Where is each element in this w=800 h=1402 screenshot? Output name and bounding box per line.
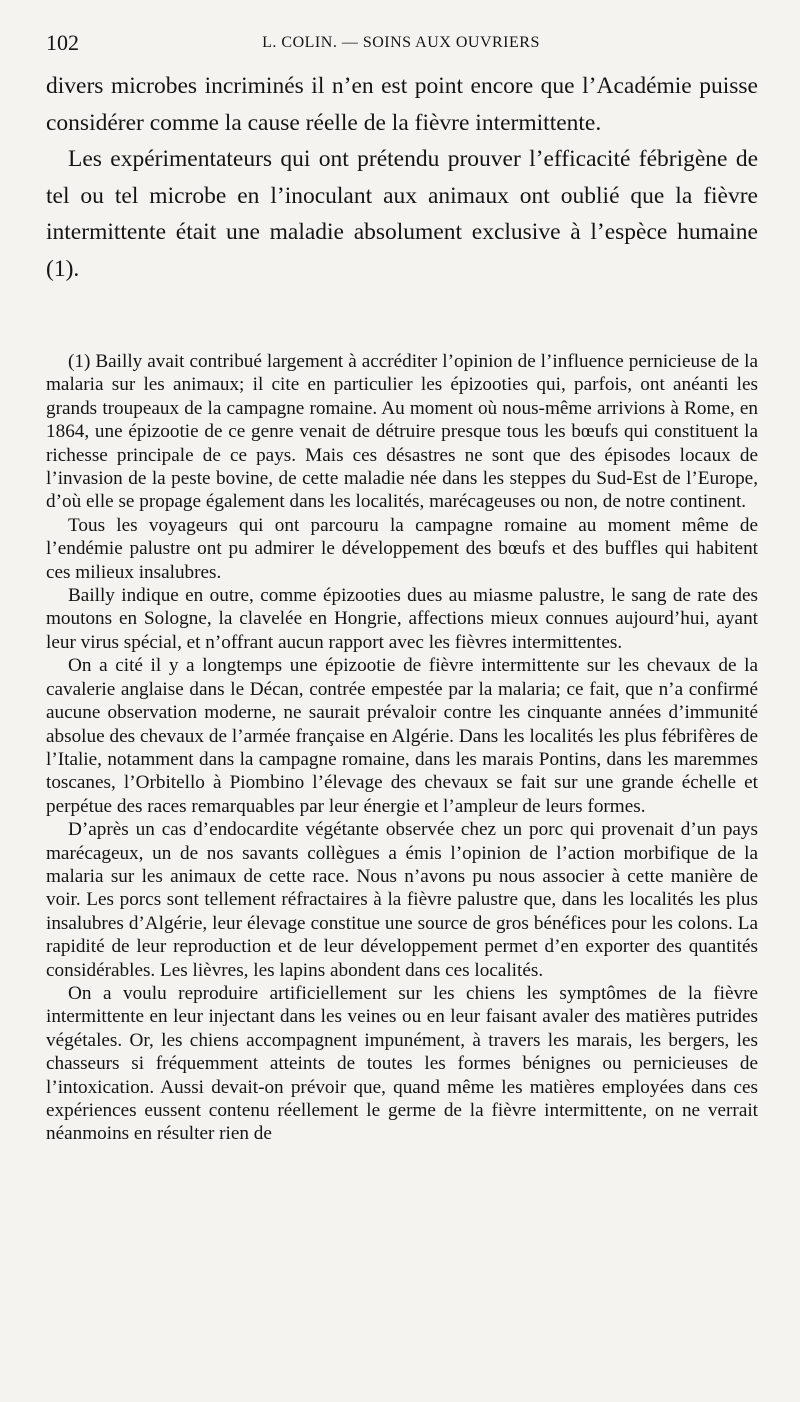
footnote-paragraph-4: On a cité il y a longtemps une épizootie de fièvre intermittente sur les chevaux de la cavalerie anglaise dans le Décan, contrée empestée par la malaria; ce fait, que n’a confirmé aucune observation moderne, ne saurait prévaloir contre les cinquante années d’immunité absolue des chevaux de l’armée française en Algérie. Dans les localités les plus fébrifères de l’Italie, notamment dans la campagne romaine, dans les marais Pontins, dans les maremmes toscanes, l’Orbitello à Piombino l’élevage des chevaux se fait sur une grande échelle et perpétue des races remarquables par leur énergie et l’ampleur de leurs formes.: [46, 655, 758, 817]
footnote-paragraph-2: Tous les voyageurs qui ont parcouru la campagne romaine au moment même de l’endémie palustre ont pu admirer le développement des bœufs et des buffles qui habitent ces milieux insalubres.: [46, 514, 758, 583]
main-text: [46, 68, 758, 287]
footnote-paragraph-6: On a voulu reproduire artificiellement sur les chiens les symptômes de la fièvre intermittente en leur injectant dans les veines ou en leur faisant avaler des matières putrides végétales. Or, les chiens accompagnent impunément, à travers les marais, les bergers, les chasseurs si fréquemment atteints de toutes les formes bénignes ou pernicieuses de l’intoxication. Aussi devait-on prévoir que, quand même les matières employées dans ces expériences eussent contenu réellement le germe de la fièvre intermittente, on ne verrait néanmoins en résulter rien de: [46, 982, 758, 1145]
footnote-block: [46, 350, 758, 1146]
main-paragraph-1: divers microbes incriminés il n’en est point encore que l’Académie puisse considérer comme la cause réelle de la fièvre intermittente.: [46, 73, 758, 136]
page-number: 102: [46, 30, 79, 55]
main-paragraph-2: Les expérimentateurs qui ont prétendu prouver l’efficacité fébrigène de tel ou tel microbe en l’inoculant aux animaux ont oublié que la fièvre intermittente était une maladie absolument exclusive à l’espèce humaine (1).: [46, 146, 758, 282]
page-header: [46, 30, 756, 60]
footnote-paragraph-5: D’après un cas d’endocardite végétante observée chez un porc qui provenait d’un pays marécageux, un de nos savants collègues a émis l’opinion de l’action morbifique de la malaria sur les animaux de cette race. Nous n’avons pu nous associer à cette manière de voir. Les porcs sont tellement réfractaires à la fièvre palustre que, dans les localités les plus insalubres d’Algérie, leur élevage constitue une source de gros bénéfices pour les colons. La rapidité de leur reproduction et de leur développement permet d’en exporter des quantités considérables. Les lièvres, les lapins abondent dans ces localités.: [46, 819, 758, 981]
footnote-paragraph-1: (1) Bailly avait contribué largement à accréditer l’opinion de l’influence pernicieuse de la malaria sur les animaux; il cite en particulier les épizooties qui, parfois, ont anéanti les grands troupeaux de la campagne romaine. Au moment où nous-même arrivions à Rome, en 1864, une épizootie de ce genre venait de détruire presque tous les bœufs qui constituent la richesse principale de ce pays. Mais ces désastres ne sont que des épisodes locaux de l’invasion de la peste bovine, de cette maladie née dans les steppes du Sud-Est de l’Europe, d’où elle se propage également dans les localités, marécageuses ou non, de notre continent.: [46, 351, 758, 513]
running-head: L. COLIN. — SOINS AUX OUVRIERS: [262, 34, 540, 51]
footnote-paragraph-3: Bailly indique en outre, comme épizooties dues au miasme palustre, le sang de rate des moutons en Sologne, la clavelée en Hongrie, affections mieux connues aujourd’hui, ayant leur virus spécial, et n’offrant aucun rapport avec les fièvres intermittentes.: [46, 585, 758, 653]
